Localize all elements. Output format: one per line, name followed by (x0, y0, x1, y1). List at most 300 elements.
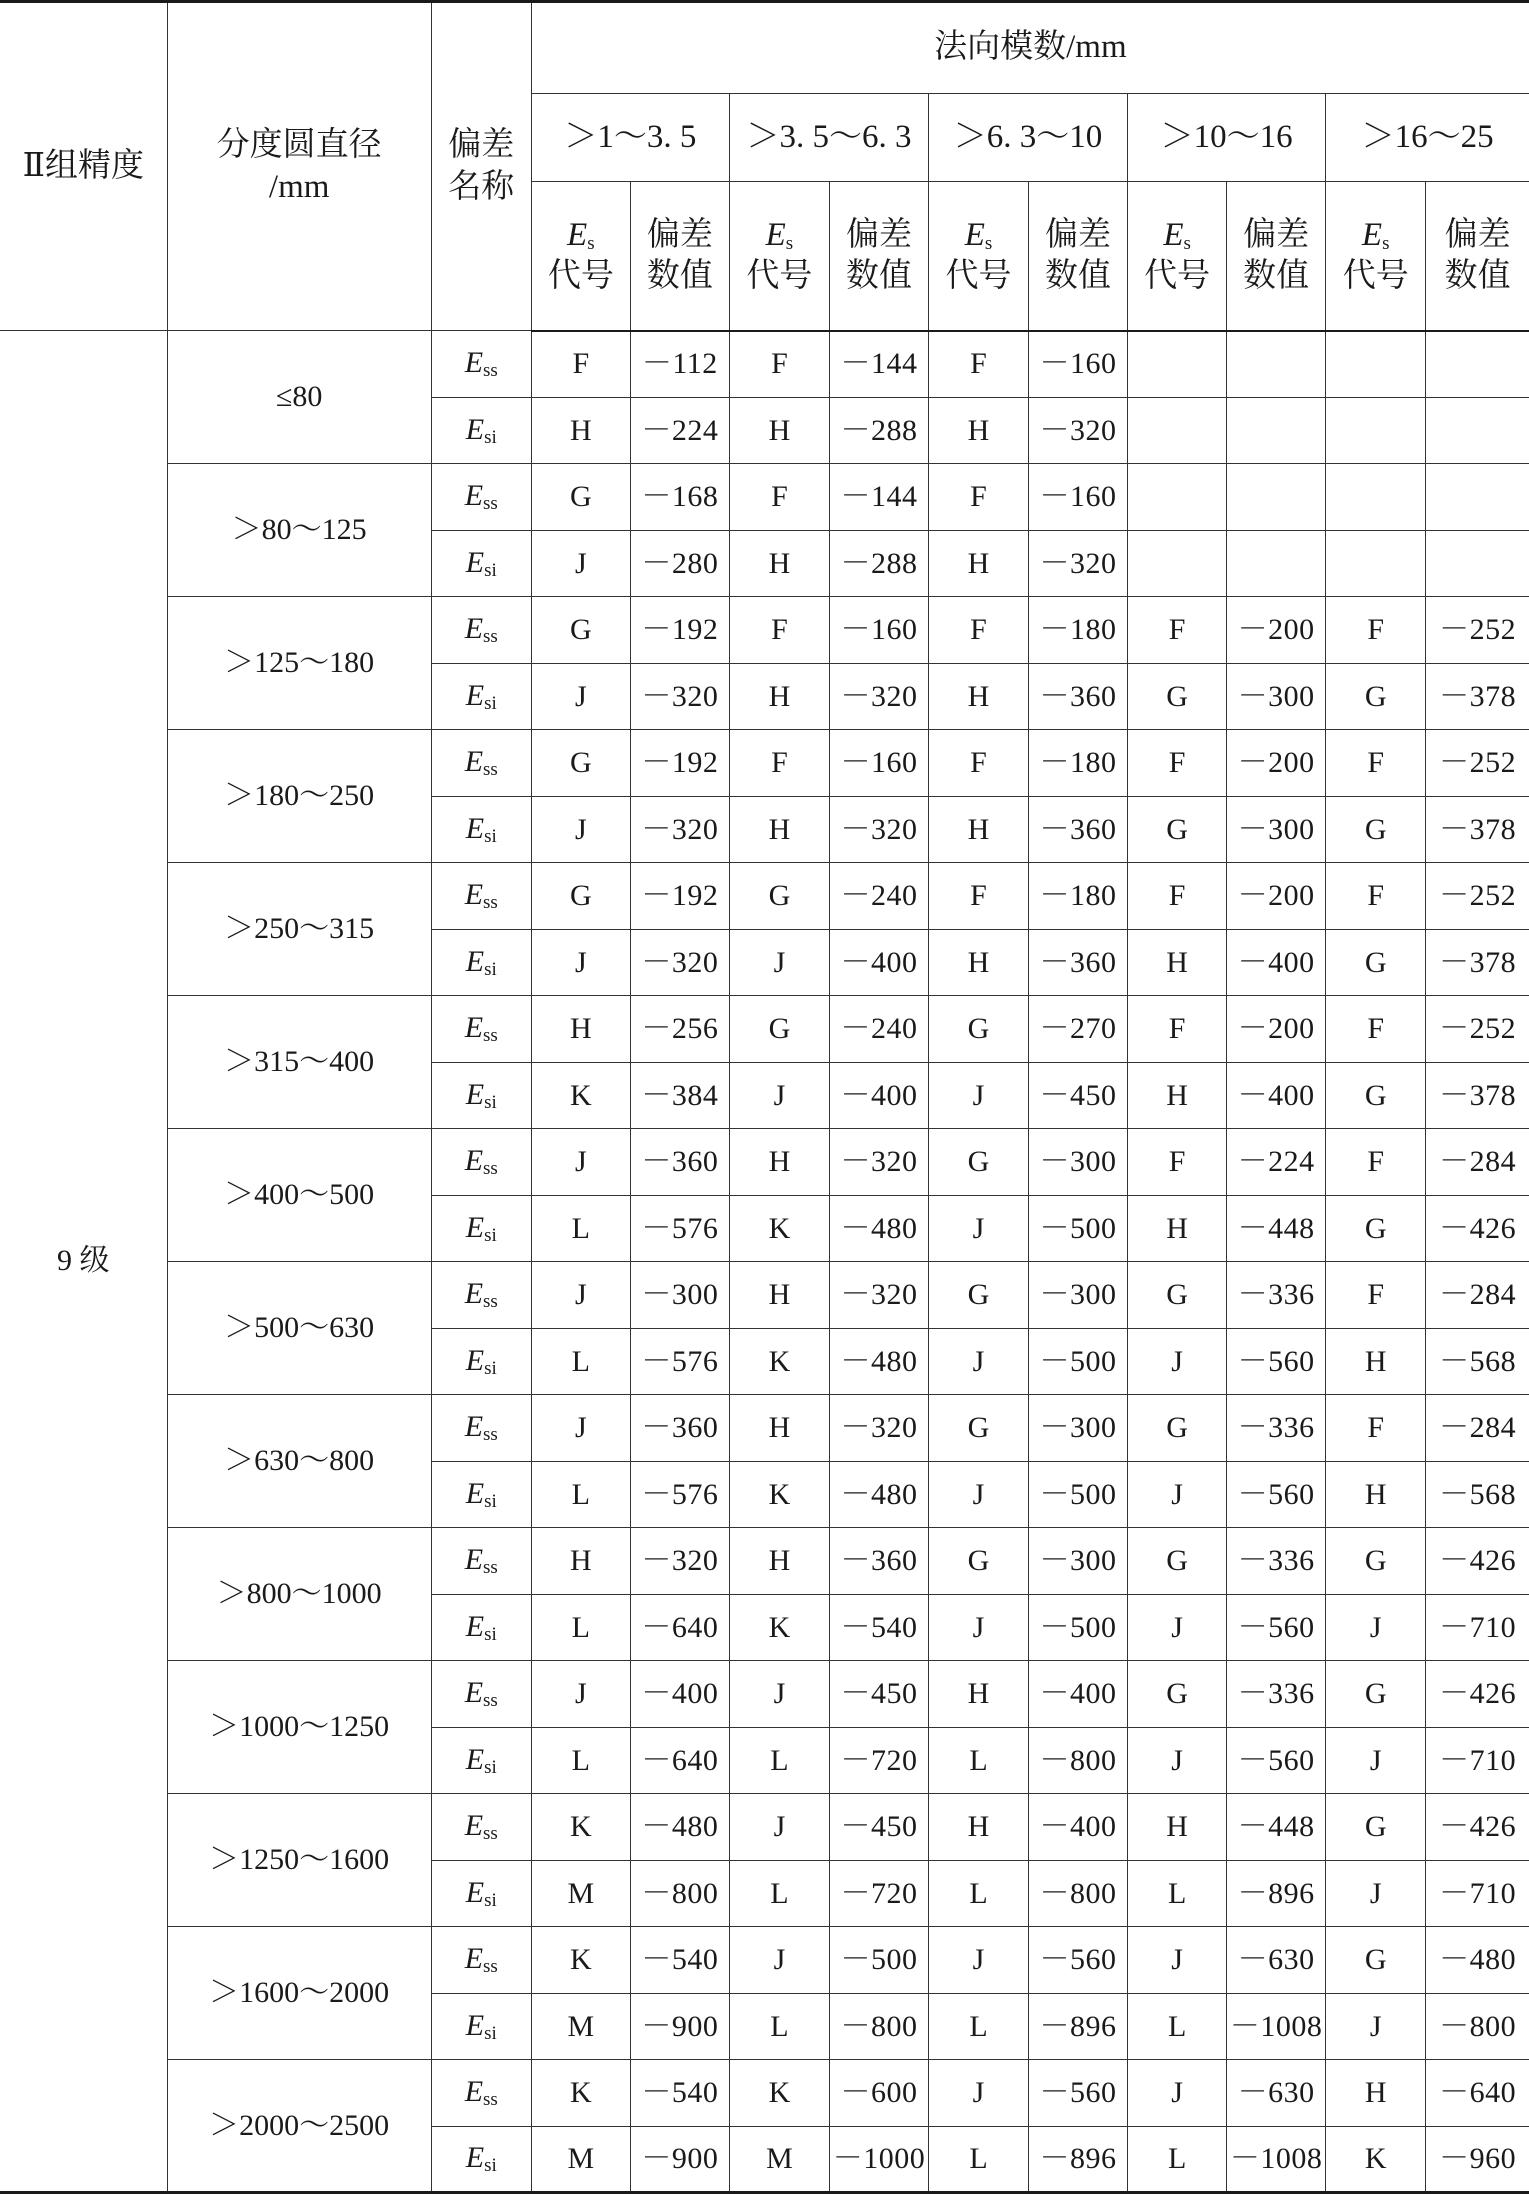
deviation-code-cell: K (531, 2060, 630, 2127)
deviation-code-cell: J (928, 1927, 1028, 1994)
deviation-value-cell: －252 (1426, 996, 1529, 1063)
diameter-cell: ＞180～250 (167, 730, 431, 863)
deviation-code-cell: F (928, 464, 1028, 531)
deviation-code-cell: J (531, 796, 630, 863)
deviation-value-cell: －160 (829, 730, 928, 797)
diameter-cell: ＞500～630 (167, 1262, 431, 1395)
deviation-code-cell: H (928, 796, 1028, 863)
deviation-value-cell: －320 (630, 929, 729, 996)
deviation-value-cell: －300 (1227, 796, 1326, 863)
table-row (0, 863, 1529, 930)
deviation-code-cell: H (729, 1528, 829, 1595)
deviation-code-cell: H (928, 663, 1028, 730)
deviation-code-cell: H (928, 1661, 1028, 1728)
deviation-value-cell: －280 (630, 530, 729, 597)
deviation-code-cell (1326, 464, 1426, 531)
deviation-code-cell: J (531, 1395, 630, 1462)
deviation-code-cell: F (729, 464, 829, 531)
deviation-code-cell (1128, 397, 1227, 464)
deviation-value-cell: －320 (829, 1129, 928, 1196)
esi-label: $E_{si}$ (431, 1860, 531, 1927)
deviation-value-cell: －320 (829, 663, 928, 730)
deviation-value-cell: －336 (1227, 1262, 1326, 1329)
deviation-code-cell: H (729, 397, 829, 464)
deviation-value-cell: －300 (1029, 1395, 1128, 1462)
deviation-code-cell: G (1128, 1395, 1227, 1462)
deviation-code-cell: J (531, 530, 630, 597)
deviation-value-cell: －800 (1029, 1727, 1128, 1794)
deviation-value-cell: －500 (1029, 1328, 1128, 1395)
grade-cell: 9 级 (0, 331, 167, 2193)
deviation-code-cell: J (1128, 1594, 1227, 1661)
deviation-code-cell: G (531, 464, 630, 531)
deviation-value-cell: －710 (1426, 1860, 1529, 1927)
module-range-header: ＞10～16 (1128, 94, 1326, 182)
deviation-value-cell: －560 (1227, 1727, 1326, 1794)
deviation-value-cell: －500 (1029, 1461, 1128, 1528)
deviation-value-cell: －800 (630, 1860, 729, 1927)
deviation-code-cell: H (729, 796, 829, 863)
table-row (0, 1661, 1529, 1728)
module-title: 法向模数/mm (531, 2, 1529, 94)
esi-label: $E_{si}$ (431, 1195, 531, 1262)
deviation-code-cell: J (531, 1661, 630, 1728)
deviation-code-cell (1326, 530, 1426, 597)
deviation-code-cell: F (531, 331, 630, 398)
deviation-value-cell: －360 (1029, 796, 1128, 863)
deviation-value-cell: －568 (1426, 1328, 1529, 1395)
deviation-code-cell: H (531, 397, 630, 464)
deviation-code-cell: F (1326, 730, 1426, 797)
deviation-code-cell: H (531, 996, 630, 1063)
deviation-code-cell: H (729, 1129, 829, 1196)
deviation-value-cell: －378 (1426, 1062, 1529, 1129)
deviation-code-cell: G (531, 730, 630, 797)
deviation-value-cell: －1000 (829, 2126, 928, 2193)
ess-label: $E_{ss}$ (431, 996, 531, 1063)
diameter-cell: ＞1000～1250 (167, 1661, 431, 1794)
deviation-code-cell: G (1128, 1661, 1227, 1728)
deviation-value-cell: －160 (1029, 331, 1128, 398)
deviation-code-cell (1326, 331, 1426, 398)
es-code-header: $E_s$ 代号 (729, 182, 829, 331)
esi-label: $E_{si}$ (431, 1328, 531, 1395)
deviation-value-cell: －1008 (1227, 2126, 1326, 2193)
deviation-value-cell: －284 (1426, 1129, 1529, 1196)
deviation-code-cell: G (1128, 1262, 1227, 1329)
deviation-code-cell: G (928, 1395, 1028, 1462)
deviation-code-cell: G (1128, 1528, 1227, 1595)
diameter-cell: ＞250～315 (167, 863, 431, 996)
deviation-code-cell: J (531, 929, 630, 996)
esi-label: $E_{si}$ (431, 1461, 531, 1528)
module-range-header: ＞16～25 (1326, 94, 1529, 182)
deviation-value-cell: －320 (1029, 530, 1128, 597)
deviation-code-cell: L (531, 1594, 630, 1661)
deviation-value-cell: －800 (829, 1993, 928, 2060)
deviation-code-cell: F (729, 331, 829, 398)
ess-label: $E_{ss}$ (431, 597, 531, 664)
deviation-code-cell: J (928, 1328, 1028, 1395)
deviation-code-cell: K (531, 1794, 630, 1861)
table-row (0, 331, 1529, 398)
deviation-code-cell: J (928, 1594, 1028, 1661)
esi-label: $E_{si}$ (431, 1594, 531, 1661)
deviation-value-header: 偏差 数值 (829, 182, 928, 331)
deviation-code-cell: M (531, 2126, 630, 2193)
deviation-value-cell: －630 (1227, 2060, 1326, 2127)
deviation-value-cell: －320 (1029, 397, 1128, 464)
deviation-value-cell: －300 (630, 1262, 729, 1329)
deviation-value-cell: －300 (1029, 1528, 1128, 1595)
deviation-value-cell: －426 (1426, 1661, 1529, 1728)
deviation-code-cell: M (531, 1860, 630, 1927)
deviation-code-cell: L (531, 1328, 630, 1395)
deviation-code-cell: G (729, 863, 829, 930)
deviation-value-header: 偏差 数值 (630, 182, 729, 331)
diameter-cell: ＞80～125 (167, 464, 431, 597)
ess-label: $E_{ss}$ (431, 1395, 531, 1462)
module-range-header: ＞1～3. 5 (531, 94, 729, 182)
deviation-value-cell (1426, 464, 1529, 531)
diameter-cell: ＞315～400 (167, 996, 431, 1129)
table-row (0, 597, 1529, 664)
deviation-code-cell: H (928, 397, 1028, 464)
table-row (0, 730, 1529, 797)
deviation-code-cell: G (1326, 1062, 1426, 1129)
deviation-code-cell: K (729, 1461, 829, 1528)
deviation-value-cell (1426, 397, 1529, 464)
deviation-code-cell: F (729, 597, 829, 664)
diameter-cell: ＞125～180 (167, 597, 431, 730)
deviation-code-cell: F (1326, 996, 1426, 1063)
deviation-value-cell: －336 (1227, 1661, 1326, 1728)
table-row (0, 2060, 1529, 2127)
deviation-value-cell: －480 (829, 1461, 928, 1528)
deviation-value-cell: －896 (1029, 1993, 1128, 2060)
deviation-code-cell: J (1326, 1860, 1426, 1927)
deviation-value-cell: －320 (630, 1528, 729, 1595)
deviation-code-cell: J (1326, 1993, 1426, 2060)
deviation-code-cell: L (1128, 1993, 1227, 2060)
deviation-value-cell: －480 (1426, 1927, 1529, 1994)
module-range-header: ＞6. 3～10 (928, 94, 1127, 182)
deviation-code-cell: J (928, 1195, 1028, 1262)
deviation-value-cell: －378 (1426, 796, 1529, 863)
esi-label: $E_{si}$ (431, 1727, 531, 1794)
deviation-value-cell: －450 (1029, 1062, 1128, 1129)
deviation-value-cell: －560 (1029, 2060, 1128, 2127)
deviation-code-cell: F (1128, 597, 1227, 664)
deviation-code-cell: G (928, 996, 1028, 1063)
deviation-value-cell: －576 (630, 1328, 729, 1395)
ess-label: $E_{ss}$ (431, 331, 531, 398)
deviation-code-cell: J (1128, 2060, 1227, 2127)
deviation-code-cell: H (729, 530, 829, 597)
deviation-code-cell: L (928, 1727, 1028, 1794)
deviation-value-cell: －560 (1227, 1594, 1326, 1661)
deviation-code-cell: F (1326, 1395, 1426, 1462)
deviation-value-cell: －500 (1029, 1594, 1128, 1661)
deviation-value-cell: －384 (630, 1062, 729, 1129)
es-code-header: $E_s$ 代号 (1326, 182, 1426, 331)
deviation-code-cell: M (729, 2126, 829, 2193)
diameter-cell: ＞400～500 (167, 1129, 431, 1262)
diameter-cell: ≤80 (167, 331, 431, 464)
deviation-code-cell: K (729, 1594, 829, 1661)
deviation-code-cell: G (928, 1528, 1028, 1595)
deviation-code-cell: K (531, 1927, 630, 1994)
deviation-value-cell: －400 (630, 1661, 729, 1728)
deviation-code-cell: G (928, 1262, 1028, 1329)
deviation-code-cell: G (1326, 663, 1426, 730)
ess-label: $E_{ss}$ (431, 464, 531, 531)
es-code-header: $E_s$ 代号 (928, 182, 1028, 331)
deviation-value-cell: －144 (829, 331, 928, 398)
ess-label: $E_{ss}$ (431, 1661, 531, 1728)
deviation-value-cell: －710 (1426, 1727, 1529, 1794)
deviation-value-cell: －144 (829, 464, 928, 531)
deviation-value-cell: －640 (630, 1594, 729, 1661)
es-code-header: $E_s$ 代号 (1128, 182, 1227, 331)
deviation-value-cell: －500 (829, 1927, 928, 1994)
deviation-value-cell: －640 (630, 1727, 729, 1794)
deviation-value-cell: －540 (630, 2060, 729, 2127)
diameter-cell: ＞1250～1600 (167, 1794, 431, 1927)
deviation-code-cell: H (729, 1262, 829, 1329)
deviation-value-cell: －270 (1029, 996, 1128, 1063)
deviation-value-cell: －288 (829, 530, 928, 597)
deviation-code-cell: L (1128, 1860, 1227, 1927)
deviation-code-cell: F (1128, 863, 1227, 930)
table-row (0, 1528, 1529, 1595)
deviation-code-cell: J (1326, 1727, 1426, 1794)
deviation-code-cell: F (928, 730, 1028, 797)
deviation-code-cell: J (729, 1661, 829, 1728)
deviation-value-cell: －450 (829, 1661, 928, 1728)
deviation-value-cell: －168 (630, 464, 729, 531)
deviation-value-cell: －284 (1426, 1262, 1529, 1329)
deviation-value-cell: －252 (1426, 863, 1529, 930)
deviation-value-cell: －378 (1426, 929, 1529, 996)
deviation-value-cell: －192 (630, 730, 729, 797)
deviation-value-cell: －200 (1227, 730, 1326, 797)
ess-label: $E_{ss}$ (431, 1129, 531, 1196)
deviation-value-cell: －284 (1426, 1395, 1529, 1462)
deviation-code-cell: H (1128, 1794, 1227, 1861)
deviation-value-cell: －180 (1029, 597, 1128, 664)
esi-label: $E_{si}$ (431, 397, 531, 464)
deviation-value-cell: －480 (829, 1195, 928, 1262)
deviation-value-cell: －448 (1227, 1794, 1326, 1861)
deviation-code-cell: J (928, 1062, 1028, 1129)
deviation-code-cell: F (729, 730, 829, 797)
deviation-value-cell: －320 (630, 796, 729, 863)
deviation-code-cell: H (1128, 929, 1227, 996)
deviation-value-cell: －288 (829, 397, 928, 464)
ess-label: $E_{ss}$ (431, 1528, 531, 1595)
deviation-value-cell: －560 (1029, 1927, 1128, 1994)
deviation-code-cell: G (1326, 1794, 1426, 1861)
deviation-value-header: 偏差 数值 (1029, 182, 1128, 331)
table-body (0, 331, 1529, 2193)
deviation-value-cell: －360 (630, 1129, 729, 1196)
deviation-value-cell: －576 (630, 1461, 729, 1528)
deviation-value-cell: －300 (1029, 1129, 1128, 1196)
deviation-code-cell: J (1128, 1328, 1227, 1395)
table-row (0, 1395, 1529, 1462)
diameter-cell: ＞800～1000 (167, 1528, 431, 1661)
deviation-value-cell: －224 (630, 397, 729, 464)
deviation-code-cell: J (928, 2060, 1028, 2127)
deviation-value-cell: －480 (630, 1794, 729, 1861)
diameter-header-line-1: 分度圆直径 (216, 127, 382, 164)
deviation-value-cell: －336 (1227, 1395, 1326, 1462)
deviation-value-cell (1227, 397, 1326, 464)
deviation-value-cell: －360 (1029, 929, 1128, 996)
diameter-cell: ＞630～800 (167, 1395, 431, 1528)
deviation-code-cell: G (1326, 929, 1426, 996)
esi-label: $E_{si}$ (431, 663, 531, 730)
deviation-code-cell: L (729, 1993, 829, 2060)
deviation-value-cell: －378 (1426, 663, 1529, 730)
deviation-value-cell: －426 (1426, 1794, 1529, 1861)
diameter-cell: ＞1600～2000 (167, 1927, 431, 2060)
deviation-value-cell (1227, 331, 1326, 398)
deviation-code-cell: G (1326, 1528, 1426, 1595)
deviation-code-cell: M (531, 1993, 630, 2060)
ess-label: $E_{ss}$ (431, 863, 531, 930)
deviation-value-cell: －200 (1227, 597, 1326, 664)
deviation-value-cell: －400 (829, 1062, 928, 1129)
deviation-code-cell: L (531, 1727, 630, 1794)
deviation-code-cell (1326, 397, 1426, 464)
deviation-value-cell: －560 (1227, 1328, 1326, 1395)
deviation-value-cell: －180 (1029, 863, 1128, 930)
deviation-code-cell: J (729, 1927, 829, 1994)
deviation-value-cell: －960 (1426, 2126, 1529, 2193)
ess-label: $E_{ss}$ (431, 2060, 531, 2127)
deviation-code-cell (1128, 530, 1227, 597)
table-row (0, 464, 1529, 531)
deviation-code-cell: K (729, 2060, 829, 2127)
deviation-code-cell: J (531, 663, 630, 730)
deviation-code-cell: H (928, 530, 1028, 597)
deviation-value-cell: －540 (630, 1927, 729, 1994)
deviation-value-cell: －560 (1227, 1461, 1326, 1528)
deviation-code-cell: K (531, 1062, 630, 1129)
deviation-value-cell: －360 (1029, 663, 1128, 730)
deviation-value-cell: －900 (630, 2126, 729, 2193)
deviation-code-cell: H (729, 1395, 829, 1462)
deviation-code-cell: G (1128, 663, 1227, 730)
ess-label: $E_{ss}$ (431, 1794, 531, 1861)
deviation-value-cell: －112 (630, 331, 729, 398)
deviation-value-cell: －600 (829, 2060, 928, 2127)
table-row (0, 1794, 1529, 1861)
deviation-code-cell: J (1128, 1461, 1227, 1528)
deviation-value-cell: －426 (1426, 1528, 1529, 1595)
deviation-value-cell: －200 (1227, 996, 1326, 1063)
deviation-code-cell (1128, 464, 1227, 531)
ess-label: $E_{ss}$ (431, 730, 531, 797)
deviation-code-cell (1128, 331, 1227, 398)
deviation-code-cell: G (1326, 796, 1426, 863)
deviation-value-cell: －160 (1029, 464, 1128, 531)
deviation-code-cell: G (1326, 1195, 1426, 1262)
group-accuracy-header: Ⅱ组精度 (0, 2, 167, 331)
deviation-value-cell (1227, 530, 1326, 597)
deviation-code-cell: J (1326, 1594, 1426, 1661)
deviation-code-cell: L (729, 1727, 829, 1794)
diameter-header (167, 2, 431, 331)
deviation-value-cell: －710 (1426, 1594, 1529, 1661)
deviation-code-cell: J (531, 1129, 630, 1196)
ess-label: $E_{ss}$ (431, 1262, 531, 1329)
esi-label: $E_{si}$ (431, 530, 531, 597)
deviation-code-cell: H (1326, 2060, 1426, 2127)
deviation-code-cell: F (1326, 1262, 1426, 1329)
deviation-code-cell: H (1128, 1195, 1227, 1262)
esi-label: $E_{si}$ (431, 1993, 531, 2060)
deviation-value-cell: －300 (1029, 1262, 1128, 1329)
deviation-code-cell: H (531, 1528, 630, 1595)
deviation-code-cell: F (1326, 597, 1426, 664)
deviation-value-cell: －240 (829, 996, 928, 1063)
deviation-code-cell: L (1128, 2126, 1227, 2193)
table-row (0, 996, 1529, 1063)
deviation-value-cell: －630 (1227, 1927, 1326, 1994)
deviation-code-cell: H (928, 929, 1028, 996)
deviation-value-cell: －360 (630, 1395, 729, 1462)
ess-label: $E_{ss}$ (431, 1927, 531, 1994)
deviation-code-cell: L (928, 1993, 1028, 2060)
deviation-code-cell: J (729, 1062, 829, 1129)
deviation-value-cell: －300 (1227, 663, 1326, 730)
table-row (0, 1927, 1529, 1994)
table-header (0, 2, 1529, 331)
deviation-code-cell: F (1326, 1129, 1426, 1196)
deviation-value-cell: －320 (829, 1395, 928, 1462)
deviation-value-cell: －1008 (1227, 1993, 1326, 2060)
esi-label: $E_{si}$ (431, 796, 531, 863)
esi-label: $E_{si}$ (431, 1062, 531, 1129)
deviation-code-cell: H (1128, 1062, 1227, 1129)
deviation-value-cell: －400 (829, 929, 928, 996)
deviation-value-cell: －256 (630, 996, 729, 1063)
deviation-value-cell: －426 (1426, 1195, 1529, 1262)
deviation-value-cell: －576 (630, 1195, 729, 1262)
deviation-code-cell: F (1128, 730, 1227, 797)
deviation-code-cell: K (729, 1195, 829, 1262)
deviation-value-cell: －224 (1227, 1129, 1326, 1196)
deviation-value-cell: －800 (1029, 1860, 1128, 1927)
deviation-value-cell (1227, 464, 1326, 531)
deviation-value-cell: －192 (630, 597, 729, 664)
es-code-header: $E_s$ 代号 (531, 182, 630, 331)
deviation-value-cell: －200 (1227, 863, 1326, 930)
deviation-code-cell: L (928, 1860, 1028, 1927)
deviation-code-cell: F (1128, 1129, 1227, 1196)
deviation-value-header: 偏差 数值 (1227, 182, 1326, 331)
deviation-code-cell: G (1326, 1661, 1426, 1728)
deviation-value-cell: －400 (1227, 929, 1326, 996)
deviation-value-cell: －900 (630, 1993, 729, 2060)
deviation-value-cell: －400 (1029, 1661, 1128, 1728)
deviation-value-cell: －400 (1227, 1062, 1326, 1129)
deviation-value-cell: －336 (1227, 1528, 1326, 1595)
deviation-code-cell: H (729, 663, 829, 730)
